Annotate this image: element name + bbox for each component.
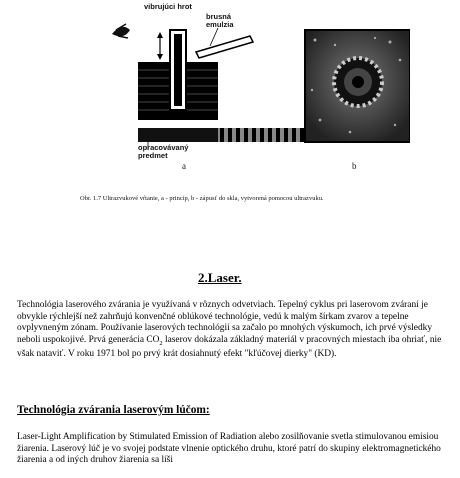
label-vibrating-tip: vibrujúci hrot <box>144 2 192 11</box>
paragraph-text-start: Technológia laserového zvárania je využívaná v rôznych odvetviach. Tepelný cyklus pri laserovom zváraní je obvykle rýchlejší než zahrňujú konvenčné oblúkové technológie, vedú k malým šírkam zvarov a tepelne ovplyvneným zónam. Používanie laserových technológií sa začalo po mnohých výskumoch, ich prvé výsledky neboli uspokojivé. Prvá generácia CO <box>17 300 433 345</box>
co2-subscript: 2 <box>159 339 163 347</box>
source-symbol-icon <box>112 24 130 38</box>
workpiece <box>138 128 218 142</box>
subheading-laser-beam-welding: Technológia zvárania laserovým lúčom: <box>17 404 210 416</box>
label-b: b <box>352 161 357 171</box>
label-a: a <box>182 161 186 171</box>
photo-glass-die <box>305 30 410 142</box>
figure-ultrasonic-drilling <box>100 0 410 180</box>
section-heading: 2.Laser. <box>198 270 242 285</box>
label-workpiece: opracovávaný predmet <box>138 143 189 160</box>
figure-caption: Obr. 1.7 Ultrazvukové vŕtanie, a - princíp, b - zápusť do skla, vytvorená pomocou ultrazvuku. <box>80 195 324 202</box>
emulsion-nozzle <box>196 36 253 58</box>
paragraph-text-end: laserov dokázala základný materiál v pracovných miestach iba ohriať, nie však nataviť. V roku 1971 bol po prvý krát dosiahnutý efekt "kľúčovej dierky" (KD). <box>17 334 442 360</box>
paragraph-laser-definition: Laser-Light Amplification by Stimulated Emission of Radiation alebo zosilňovanie svetla stimulovanou emisiou žiarenia. Laserový lúč je vo svojej podstate vlnenie optického druhu, ktoré patrí do skupiny elektromagnetického žiarenia a od iných druhov žiarenia sa líši <box>17 432 441 466</box>
label-abrasive-emulsion: brusná emulzia <box>206 12 234 29</box>
paragraph-laser-welding <box>17 300 447 361</box>
